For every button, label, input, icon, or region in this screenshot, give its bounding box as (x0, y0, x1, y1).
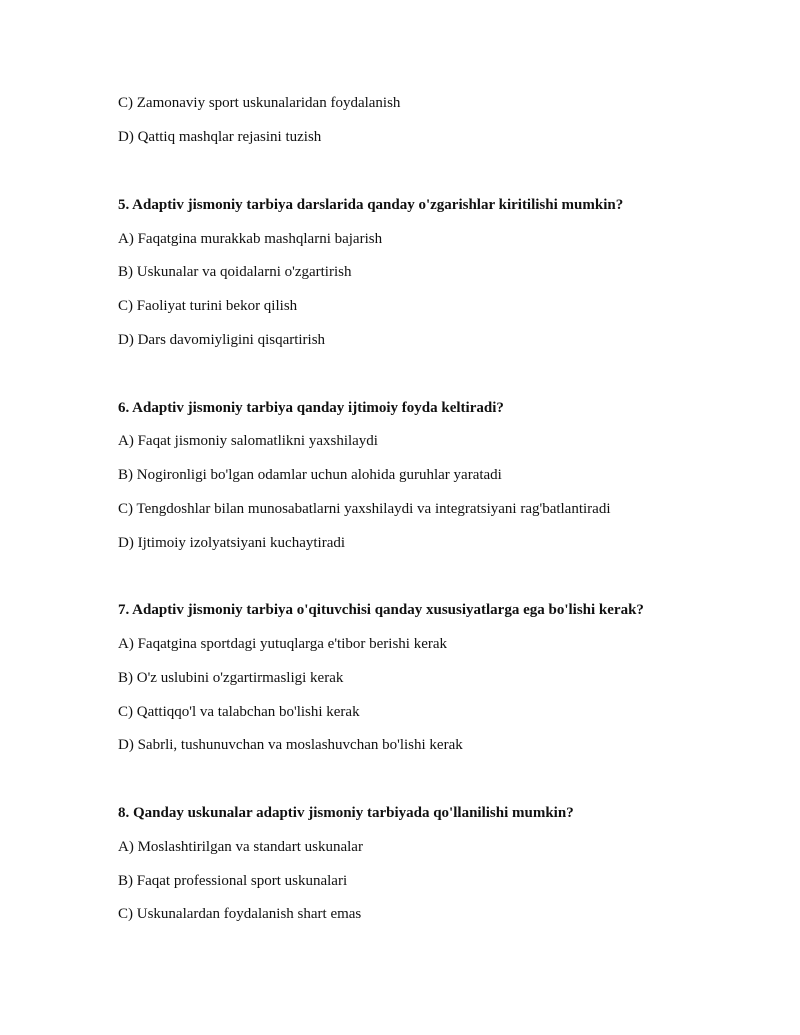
question-7-option-b: B) O'z uslubini o'zgartirmasligi kerak (118, 670, 344, 686)
question-6-option-a: A) Faqat jismoniy salomatlikni yaxshilaydi (118, 433, 378, 449)
question-7-option-c: C) Qattiqqo'l va talabchan bo'lishi kerak (118, 704, 360, 720)
question-5-option-b: B) Uskunalar va qoidalarni o'zgartirish (118, 264, 352, 280)
question-8-option-b: B) Faqat professional sport uskunalari (118, 873, 348, 889)
question-5-option-d: D) Dars davomiyligini qisqartirish (118, 332, 326, 348)
question-5-option-c: C) Faoliyat turini bekor qilish (118, 298, 298, 314)
question-5-title: 5. Adaptiv jismoniy tarbiya darslarida qanday o'zgarishlar kiritilishi mumkin? (118, 197, 624, 213)
question-7-option-a: A) Faqatgina sportdagi yutuqlarga e'tibor berishi kerak (118, 636, 448, 652)
prev-question-option-c: C) Zamonaviy sport uskunalaridan foydalanish (118, 95, 401, 111)
question-6-option-d: D) Ijtimoiy izolyatsiyani kuchaytiradi (118, 535, 346, 551)
question-6-title: 6. Adaptiv jismoniy tarbiya qanday ijtimoiy foyda keltiradi? (118, 400, 504, 416)
question-5-option-a: A) Faqatgina murakkab mashqlarni bajarish (118, 231, 383, 247)
prev-question-option-d: D) Qattiq mashqlar rejasini tuzish (118, 129, 322, 145)
question-7-option-d: D) Sabrli, tushunuvchan va moslashuvchan bo'lishi kerak (118, 737, 463, 753)
question-8-option-a: A) Moslashtirilgan va standart uskunalar (118, 839, 363, 855)
question-7-title: 7. Adaptiv jismoniy tarbiya o'qituvchisi qanday xususiyatlarga ega bo'lishi kerak? (118, 602, 644, 618)
question-6-option-c: C) Tengdoshlar bilan munosabatlarni yaxshilaydi va integratsiyani rag'batlantiradi (118, 501, 611, 517)
question-8-option-c: C) Uskunalardan foydalanish shart emas (118, 906, 362, 922)
question-6-option-b: B) Nogironligi bo'lgan odamlar uchun alohida guruhlar yaratadi (118, 467, 502, 483)
question-8-title: 8. Qanday uskunalar adaptiv jismoniy tarbiyada qo'llanilishi mumkin? (118, 805, 574, 821)
